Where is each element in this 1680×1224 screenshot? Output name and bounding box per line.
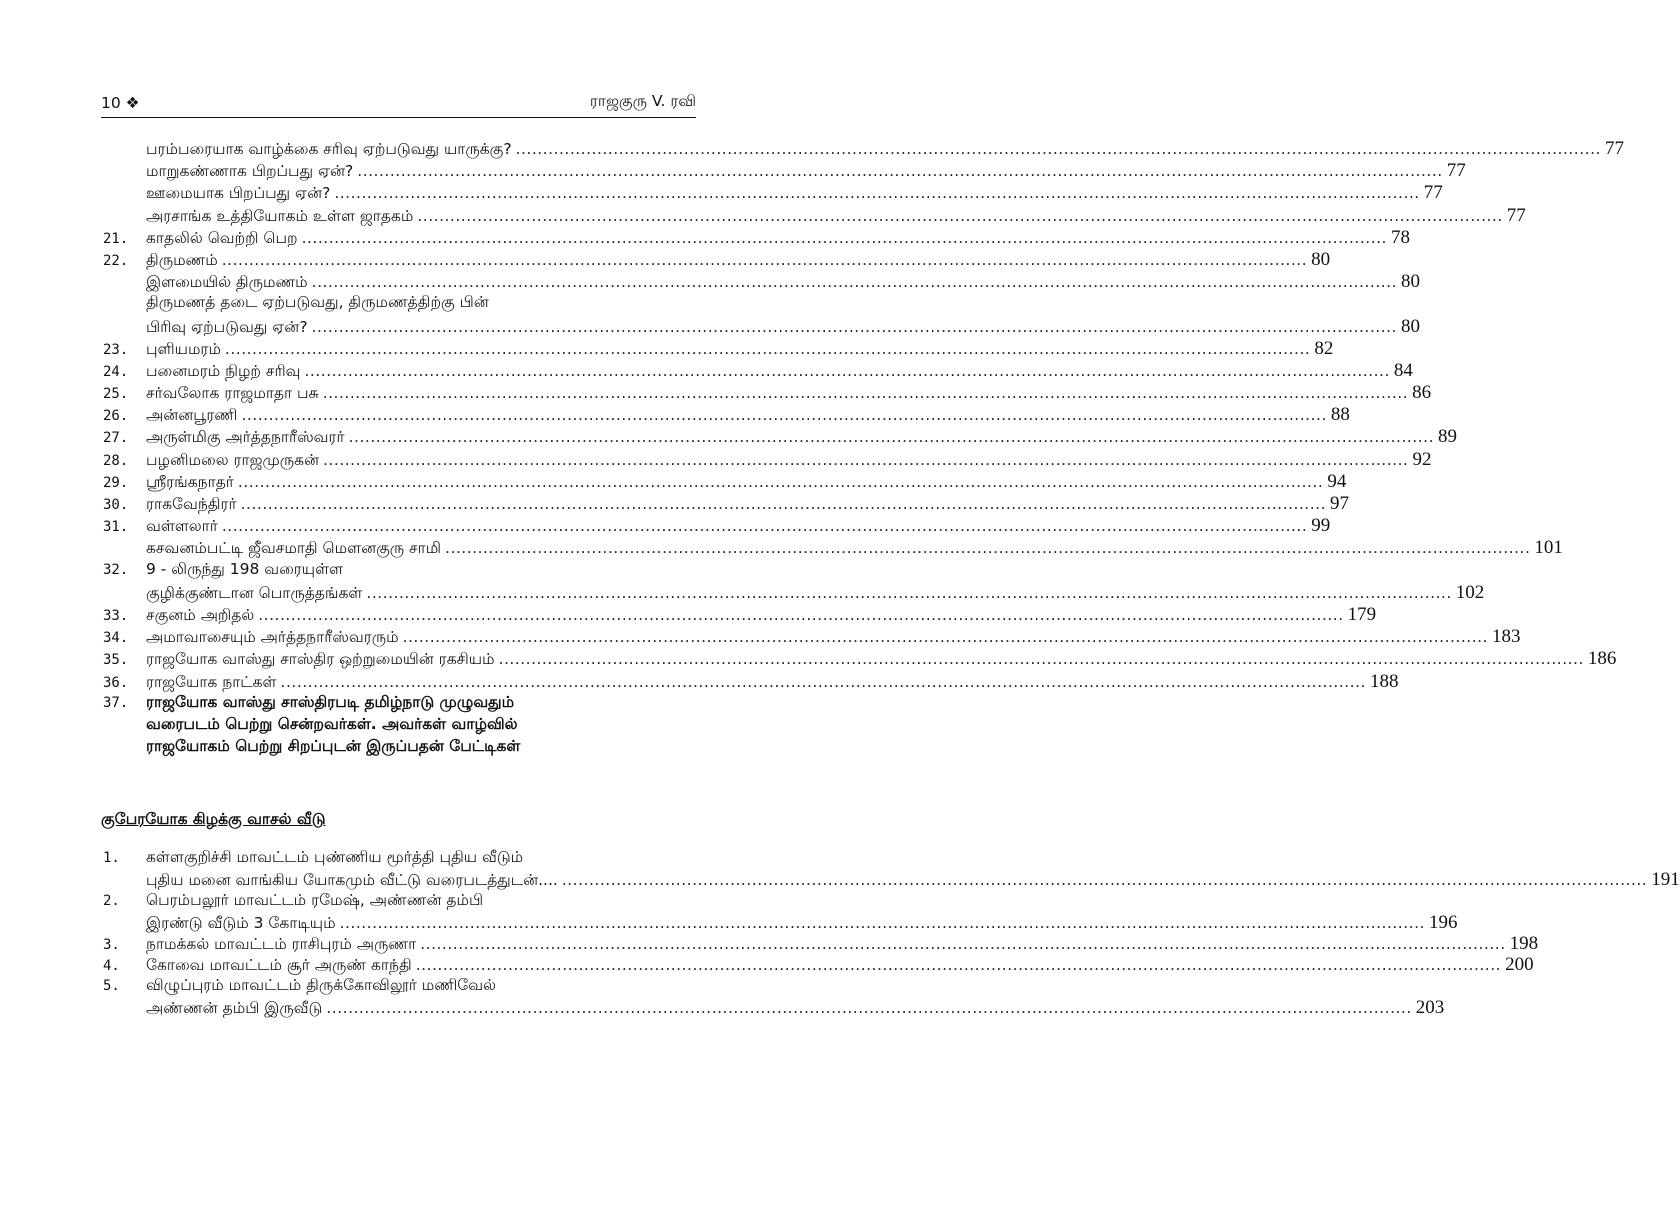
toc-entry bbox=[101, 293, 696, 315]
entry-number: 32. bbox=[103, 561, 129, 578]
toc-entry bbox=[101, 954, 1534, 976]
toc-entry bbox=[101, 581, 1485, 604]
entry-title: நாமக்கல் மாவட்டம் ராசிபுரம் அருணா bbox=[146, 935, 417, 954]
toc-entry bbox=[101, 426, 1458, 448]
toc-entry bbox=[101, 737, 696, 759]
entry-page-number: 102 bbox=[1455, 581, 1485, 603]
entry-title: சர்வலோக ராஜமாதா பசு bbox=[146, 384, 319, 403]
toc-entry bbox=[101, 891, 696, 912]
entry-number: 31. bbox=[103, 519, 129, 536]
entry-title: ராஜயோக வாஸ்து சாஸ்திரபடி தமிழ்நாடு முழுவதும் bbox=[146, 692, 515, 711]
toc-entry bbox=[101, 493, 1350, 515]
entry-page-number: 86 bbox=[1412, 382, 1432, 404]
toc-entry bbox=[101, 182, 1443, 204]
dot-leader: ........................................................................................................................................................................................................ bbox=[417, 206, 1503, 225]
toc-entry bbox=[101, 448, 1432, 471]
entry-title: இரண்டு வீடும் 3 கோடியும் bbox=[146, 913, 336, 932]
entry-page-number: 200 bbox=[1505, 954, 1534, 976]
dot-leader: ........................................................................................................................................................................................................ bbox=[515, 140, 1601, 158]
entry-number: 26. bbox=[103, 408, 129, 425]
entry-title: கோவை மாவட்டம் சூர் அருண் காந்தி bbox=[146, 956, 412, 975]
entry-title: பரம்பரையாக வாழ்க்கை சரிவு ஏற்படுவது யாருக்கு? bbox=[146, 140, 512, 158]
entry-number: 1. bbox=[103, 850, 120, 866]
toc-entry bbox=[101, 271, 1421, 293]
toc-entry bbox=[101, 560, 696, 582]
entry-title: அருள்மிகு அர்த்தநாரீஸ்வரர் bbox=[146, 428, 345, 447]
dot-leader: ........................................................................................................................................................................................................ bbox=[445, 539, 1531, 558]
entry-page-number: 99 bbox=[1311, 515, 1331, 537]
toc-entry bbox=[101, 648, 1617, 670]
toc-entry bbox=[101, 138, 1624, 160]
entry-page-number: 97 bbox=[1330, 493, 1350, 514]
toc-entry bbox=[101, 359, 1413, 382]
toc-entry bbox=[101, 933, 1539, 955]
dot-leader: ........................................................................................................................................................................................................ bbox=[311, 317, 1397, 336]
dot-leader: ........................................................................................................................................................................................................ bbox=[366, 583, 1452, 602]
entry-number: 21. bbox=[103, 230, 129, 247]
entry-title: திருமணம் bbox=[146, 250, 218, 269]
entry-number: 3. bbox=[103, 937, 120, 954]
entry-page-number: 89 bbox=[1438, 426, 1458, 448]
toc-entry bbox=[101, 382, 1432, 404]
entry-page-number: 80 bbox=[1401, 271, 1421, 293]
entry-number: 33. bbox=[103, 607, 129, 624]
entry-page-number: 77 bbox=[1604, 138, 1624, 159]
dot-leader: ........................................................................................................................................................................................................ bbox=[339, 913, 1425, 932]
dot-leader: ........................................................................................................................................................................................................ bbox=[237, 472, 1324, 491]
entry-title: மாறுகண்ணாக பிறப்பது ஏன்? bbox=[146, 162, 354, 181]
entry-number: 30. bbox=[103, 497, 129, 513]
dot-leader: ........................................................................................................................................................................................................ bbox=[221, 517, 1308, 536]
entry-number: 5. bbox=[103, 977, 120, 994]
toc-entry bbox=[101, 515, 1331, 537]
toc-entry bbox=[101, 670, 1399, 693]
entry-page-number: 186 bbox=[1587, 648, 1617, 670]
entry-page-number: 101 bbox=[1534, 537, 1563, 559]
entry-title: ராகவேந்திரர் bbox=[146, 495, 237, 513]
entry-number: 35. bbox=[103, 652, 129, 669]
dot-leader: ........................................................................................................................................................................................................ bbox=[311, 273, 1398, 292]
entry-page-number: 183 bbox=[1491, 626, 1521, 648]
section-heading: குபேரயோக கிழக்கு வாசல் வீடு bbox=[101, 810, 326, 828]
entry-title: அண்ணன் தம்பி இருவீடு bbox=[146, 999, 323, 1018]
dot-leader: ........................................................................................................................................................................................................ bbox=[334, 184, 1420, 203]
dot-leader: ........................................................................................................................................................................................................ bbox=[420, 935, 1506, 954]
entry-title: விழுப்புரம் மாவட்டம் திருக்கோவிலூர் மணிவேல் bbox=[146, 975, 496, 994]
entry-number: 36. bbox=[103, 674, 129, 691]
toc-entry bbox=[101, 848, 696, 869]
toc-entry bbox=[101, 204, 1526, 227]
entry-title: ஊமையாக பிறப்பது ஏன்? bbox=[146, 184, 331, 203]
dot-leader: ........................................................................................................................................................................................................ bbox=[322, 384, 1409, 403]
entry-title: ராஜயோகம் பெற்று சிறப்புடன் இருப்பதன் பேட்டிகள் bbox=[146, 737, 521, 756]
dot-leader: ........................................................................................................................................................................................................ bbox=[240, 495, 1327, 513]
entry-title: பெரம்பலூர் மாவட்டம் ரமேஷ், அண்ணன் தம்பி bbox=[146, 890, 484, 909]
entry-page-number: 94 bbox=[1327, 470, 1347, 492]
header-rule bbox=[101, 117, 696, 118]
entry-title: பழனிமலை ராஜமுருகன் bbox=[146, 450, 320, 469]
toc-entry bbox=[101, 315, 1420, 338]
toc-entry bbox=[101, 976, 696, 997]
entry-title: புதிய மனை வாங்கிய யோகமும் வீட்டு வரைபடத்துடன்.... bbox=[146, 871, 558, 890]
dot-leader: ........................................................................................................................................................................................................ bbox=[280, 672, 1366, 691]
toc-entry bbox=[101, 404, 1350, 426]
entry-number: 34. bbox=[103, 630, 129, 647]
entry-page-number: 92 bbox=[1412, 448, 1432, 470]
toc-entry bbox=[101, 603, 1377, 626]
entry-number: 4. bbox=[103, 958, 120, 975]
entry-title: பனைமரம் நிழற் சரிவு bbox=[146, 361, 301, 380]
entry-page-number: 88 bbox=[1330, 404, 1350, 426]
entry-number: 25. bbox=[103, 386, 129, 403]
entry-title: பிரிவு ஏற்படுவது ஏன்? bbox=[146, 317, 308, 336]
dot-leader: ........................................................................................................................................................................................................ bbox=[357, 162, 1443, 181]
page-number-group bbox=[101, 94, 140, 112]
entry-title: இளமையில் திருமணம் bbox=[146, 273, 308, 292]
toc-entry bbox=[101, 715, 696, 737]
entry-page-number: 198 bbox=[1509, 933, 1539, 955]
page-header bbox=[101, 86, 696, 112]
entry-page-number: 77 bbox=[1423, 182, 1443, 204]
entry-title: அமாவாசையும் அர்த்தநாரீஸ்வரரும் bbox=[146, 628, 399, 647]
entry-page-number: 203 bbox=[1415, 997, 1445, 1019]
entry-title: சகுனம் அறிதல் bbox=[146, 605, 255, 624]
entry-number: 37. bbox=[103, 694, 129, 711]
dot-leader: ........................................................................................................................................................................................................ bbox=[498, 650, 1584, 669]
entry-page-number: 77 bbox=[1506, 204, 1526, 226]
toc-entry bbox=[101, 226, 1410, 249]
entry-title: புளியமரம் bbox=[146, 339, 221, 358]
entry-page-number: 77 bbox=[1446, 160, 1466, 182]
entry-title: அன்னபூரணி bbox=[146, 406, 238, 425]
dot-leader: ........................................................................................................................................................................................................ bbox=[561, 871, 1648, 890]
toc-entry bbox=[101, 997, 1445, 1019]
toc-entry bbox=[101, 248, 1331, 271]
dot-leader: ........................................................................................................................................................................................................ bbox=[224, 339, 1311, 358]
entry-title: ராஜயோக நாட்கள் bbox=[146, 672, 277, 691]
entry-page-number: 191 bbox=[1651, 869, 1680, 891]
entry-page-number: 78 bbox=[1390, 226, 1410, 248]
dot-leader: ........................................................................................................................................................................................................ bbox=[304, 361, 1390, 380]
dot-leader: ........................................................................................................................................................................................................ bbox=[326, 999, 1412, 1018]
dot-leader: ........................................................................................................................................................................................................ bbox=[323, 450, 1409, 469]
toc-entry bbox=[101, 911, 1458, 933]
toc-entry bbox=[101, 693, 696, 715]
entry-title: 9 - லிருந்து 198 வரையுள்ள bbox=[146, 559, 344, 578]
dot-leader: ........................................................................................................................................................................................................ bbox=[258, 605, 1344, 624]
entry-title: குழிக்குண்டான பொருத்தங்கள் bbox=[146, 583, 363, 602]
toc-entry bbox=[101, 626, 1521, 648]
dot-leader: ........................................................................................................................................................................................................ bbox=[402, 628, 1488, 647]
toc-entry bbox=[101, 537, 1563, 559]
dot-leader: ........................................................................................................................................................................................................ bbox=[415, 956, 1502, 975]
entry-number: 28. bbox=[103, 452, 129, 469]
entry-number: 23. bbox=[103, 341, 129, 358]
page-number: 10 bbox=[101, 94, 121, 112]
entry-page-number: 188 bbox=[1369, 670, 1399, 692]
book-title: ராஜகுரு V. ரவி bbox=[589, 92, 696, 110]
toc-entry bbox=[101, 470, 1347, 493]
entry-number: 22. bbox=[103, 252, 129, 269]
entry-title: வரைபடம் பெற்று சென்றவர்கள். அவர்கள் வாழ்வில் bbox=[146, 714, 518, 733]
entry-number: 27. bbox=[103, 430, 129, 447]
entry-title: காதலில் வெற்றி பெற bbox=[146, 228, 298, 247]
entry-title: கள்ளகுறிச்சி மாவட்டம் புண்ணிய மூர்த்தி புதிய வீடும் bbox=[146, 848, 524, 866]
entry-number: 2. bbox=[103, 892, 120, 909]
toc-entry bbox=[101, 337, 1334, 360]
dot-leader: ........................................................................................................................................................................................................ bbox=[348, 428, 1435, 447]
dot-leader: ........................................................................................................................................................................................................ bbox=[301, 228, 1387, 247]
ornament-icon: ❖ bbox=[125, 94, 140, 112]
dot-leader: ........................................................................................................................................................................................................ bbox=[221, 250, 1308, 269]
entry-title: ராஜயோக வாஸ்து சாஸ்திர ஒற்றுமையின் ரகசியம் bbox=[146, 650, 495, 669]
entry-number: 29. bbox=[103, 474, 129, 491]
toc-entry bbox=[101, 160, 1466, 182]
entry-page-number: 80 bbox=[1311, 248, 1331, 270]
entry-title: அரசாங்க உத்தியோகம் உள்ள ஜாதகம் bbox=[146, 206, 414, 225]
dot-leader: ........................................................................................................................................................................................................ bbox=[241, 406, 1327, 425]
entry-title: வள்ளலார் bbox=[146, 517, 218, 536]
entry-page-number: 179 bbox=[1347, 603, 1377, 625]
entry-title: ஸ்ரீரங்கநாதர் bbox=[146, 472, 234, 491]
entry-page-number: 196 bbox=[1428, 911, 1458, 933]
entry-page-number: 82 bbox=[1314, 337, 1334, 359]
entry-title: கசவனம்பட்டி ஜீவசமாதி மௌனகுரு சாமி bbox=[146, 539, 442, 558]
toc-entry bbox=[101, 869, 1680, 891]
section-table-of-contents bbox=[101, 848, 1680, 1019]
entry-page-number: 80 bbox=[1400, 315, 1420, 337]
entry-page-number: 84 bbox=[1393, 359, 1413, 381]
table-of-contents bbox=[101, 138, 1624, 759]
entry-title: திருமணத் தடை ஏற்படுவது, திருமணத்திற்கு பின் bbox=[146, 293, 489, 312]
entry-number: 24. bbox=[103, 363, 129, 380]
